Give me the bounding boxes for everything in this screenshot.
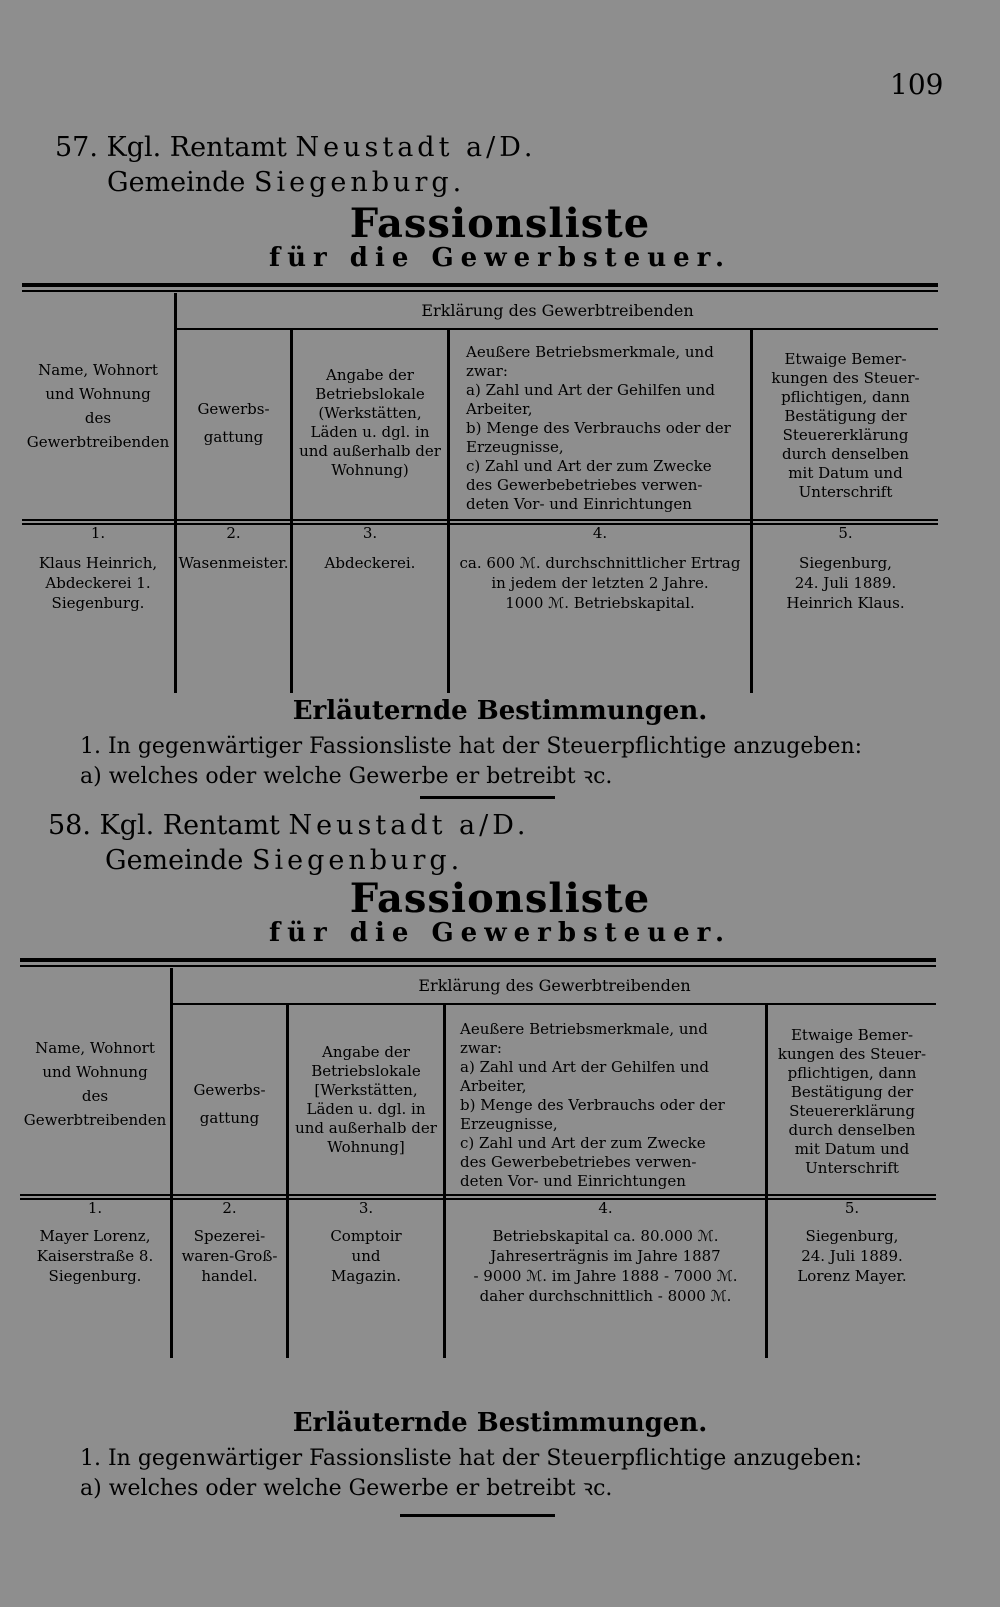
row-premises: Comptoir und Magazin. bbox=[330, 1227, 402, 1285]
office-label: Kgl. Rentamt bbox=[99, 810, 280, 841]
form-title: Fassionsliste bbox=[349, 875, 651, 922]
column-header-remarks: Etwaige Bemer- kungen des Steuer- pflichtigen, dann Bestätigung der Steuererklärung durch denselben mit Datum und Unterschrift bbox=[771, 350, 920, 501]
row-trade: Wasenmeister. bbox=[178, 554, 289, 572]
column-divider bbox=[170, 968, 173, 1358]
form-subtitle: für die Gewerbsteuer. bbox=[268, 918, 732, 948]
column-number: 5. bbox=[844, 1199, 860, 1217]
section-separator bbox=[420, 796, 555, 799]
column-number: 4. bbox=[592, 524, 608, 542]
row-remarks: Siegenburg, 24. Juli 1889. Heinrich Klaus. bbox=[786, 554, 905, 612]
row-trade: Spezerei- waren-Groß- handel. bbox=[181, 1227, 278, 1285]
municipality-name: Siegenburg. bbox=[254, 167, 466, 198]
column-divider bbox=[447, 330, 450, 693]
section-header-line1 bbox=[55, 132, 536, 163]
column-header-features: Aeußere Betriebsmerkmale, und zwar: a) Zahl und Art der Gehilfen und Arbeiter, b) Menge des Verbrauchs oder der Erzeugnisse, c) Zahl und Art der zum Zwecke des Gewerbebetriebes verwen- deten Vor- und Einrichtungen bbox=[466, 343, 731, 513]
municipality-name: Siegenburg. bbox=[252, 845, 464, 876]
table-top-rule bbox=[22, 283, 938, 287]
column-number: 3. bbox=[358, 1199, 374, 1217]
office-location: Neustadt a/D. bbox=[295, 132, 537, 163]
header-bottom-rule bbox=[22, 519, 938, 521]
notes-title: Erläuternde Bestimmungen. bbox=[292, 696, 708, 726]
note-line: 1. In gegenwärtiger Fassionsliste hat der Steuerpflichtige anzugeben: bbox=[80, 734, 863, 759]
row-premises: Abdeckerei. bbox=[324, 554, 416, 572]
section-number: 57. bbox=[55, 132, 98, 163]
column-header-name: Name, Wohnort und Wohnung des Gewerbtreibenden bbox=[26, 361, 170, 451]
municipality-label: Gemeinde bbox=[107, 167, 246, 198]
column-header-name: Name, Wohnort und Wohnung des Gewerbtreibenden bbox=[23, 1039, 167, 1129]
column-number: 2. bbox=[226, 524, 241, 542]
office-label: Kgl. Rentamt bbox=[106, 132, 287, 163]
note-line: a) welches oder welche Gewerbe er betreibt ꝛc. bbox=[80, 1476, 613, 1501]
row-taxpayer: Klaus Heinrich, Abdeckerei 1. Siegenburg. bbox=[38, 554, 158, 612]
row-features: ca. 600 ℳ. durchschnittlicher Ertrag in jedem der letzten 2 Jahre. 1000 ℳ. Betriebskapital. bbox=[459, 554, 741, 612]
column-number: 3. bbox=[362, 524, 378, 542]
table-top-rule-thin bbox=[20, 965, 936, 967]
column-header-trade: Gewerbs- gattung bbox=[193, 1081, 266, 1127]
form-subtitle: für die Gewerbsteuer. bbox=[268, 243, 732, 273]
section-header-line2 bbox=[107, 167, 465, 198]
column-number: 4. bbox=[598, 1199, 613, 1217]
table-top-rule-thin bbox=[22, 290, 938, 292]
page-number: 109 bbox=[890, 68, 944, 101]
tax-table bbox=[22, 283, 938, 693]
note-line: a) welches oder welche Gewerbe er betreibt ꝛc. bbox=[80, 764, 613, 789]
office-location: Neustadt a/D. bbox=[288, 810, 530, 841]
column-number: 1. bbox=[87, 1199, 103, 1217]
column-divider bbox=[174, 293, 177, 693]
header-bottom-rule bbox=[20, 1194, 936, 1196]
section-separator bbox=[400, 1514, 555, 1517]
column-header-trade: Gewerbs- gattung bbox=[197, 400, 270, 446]
column-header-premises: Angabe der Betriebslokale [Werkstätten, Läden u. dgl. in und außerhalb der Wohnung] bbox=[295, 1043, 437, 1156]
column-header-features: Aeußere Betriebsmerkmale, und zwar: a) Zahl und Art der Gehilfen und Arbeiter, b) Menge des Verbrauchs oder der Erzeugnisse, c) Zahl und Art der zum Zwecke des Gewerbebetriebes verwen- deten Vor- und Einrichtungen bbox=[460, 1020, 725, 1190]
column-number: 1. bbox=[90, 524, 106, 542]
row-features: Betriebskapital ca. 80.000 ℳ. Jahreserträgnis im Jahre 1887 - 9000 ℳ. im Jahre 1888 - 7000 ℳ. daher durchschnittlich - 8000 ℳ. bbox=[473, 1227, 738, 1305]
section-header-line1 bbox=[48, 810, 529, 841]
row-taxpayer: Mayer Lorenz, Kaiserstraße 8. Siegenburg. bbox=[36, 1227, 154, 1285]
table-top-rule bbox=[20, 958, 936, 962]
group-header: Erklärung des Gewerbtreibenden bbox=[421, 301, 694, 320]
section-number: 58. bbox=[48, 810, 91, 841]
note-line: 1. In gegenwärtiger Fassionsliste hat der Steuerpflichtige anzugeben: bbox=[80, 1446, 863, 1471]
tax-table bbox=[20, 958, 936, 1398]
column-number: 2. bbox=[222, 1199, 237, 1217]
municipality-label: Gemeinde bbox=[105, 845, 244, 876]
column-header-premises: Angabe der Betriebslokale (Werkstätten, Läden u. dgl. in und außerhalb der Wohnung) bbox=[299, 366, 441, 479]
section-header-line2 bbox=[105, 845, 463, 876]
column-header-remarks: Etwaige Bemer- kungen des Steuer- pflichtigen, dann Bestätigung der Steuererklärung durch denselben mit Datum und Unterschrift bbox=[777, 1026, 927, 1177]
form-title: Fassionsliste bbox=[349, 200, 651, 247]
notes-title: Erläuternde Bestimmungen. bbox=[292, 1408, 708, 1438]
group-header: Erklärung des Gewerbtreibenden bbox=[418, 976, 691, 995]
row-remarks: Siegenburg, 24. Juli 1889. Lorenz Mayer. bbox=[797, 1227, 907, 1285]
column-number: 5. bbox=[838, 524, 853, 542]
